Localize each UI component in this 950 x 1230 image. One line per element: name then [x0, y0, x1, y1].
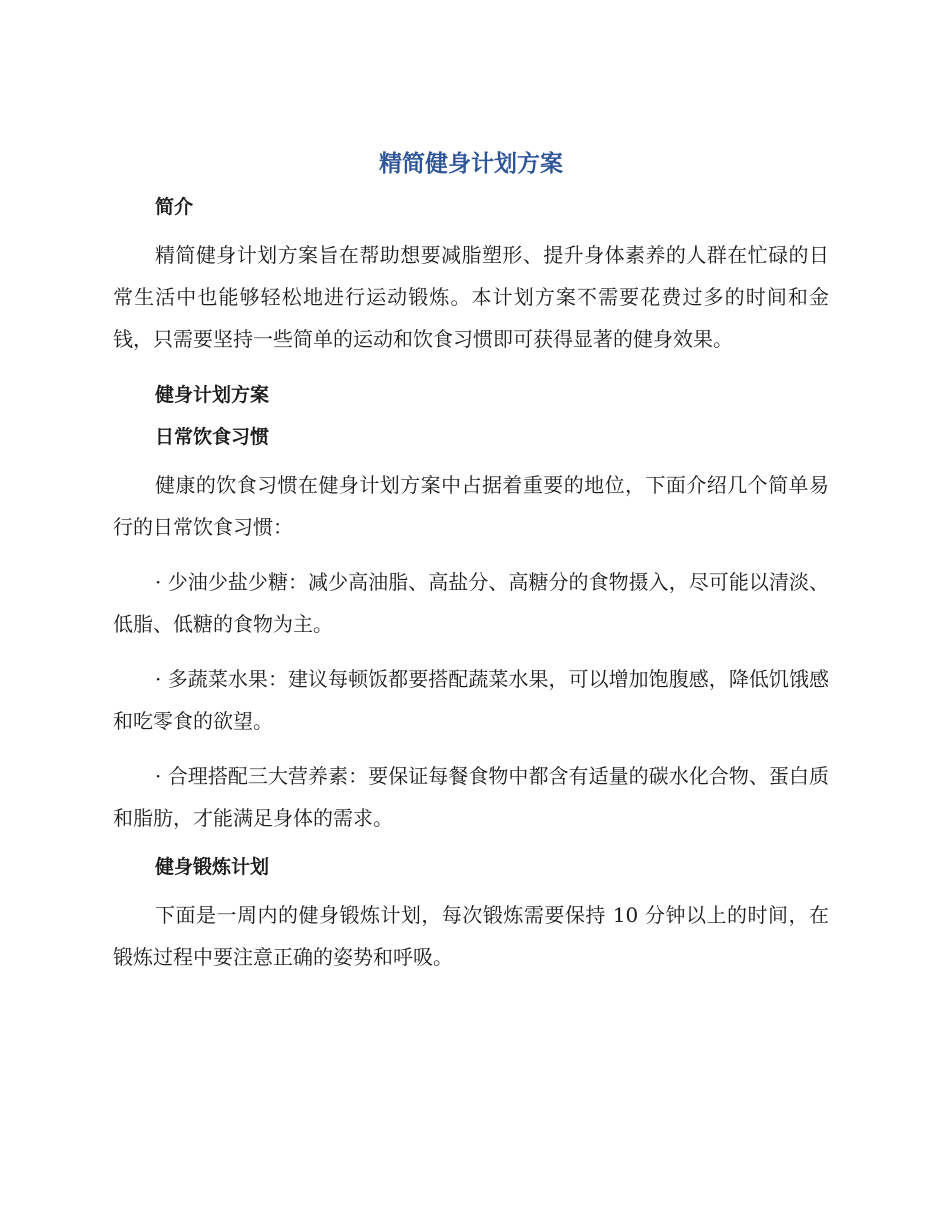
diet-paragraph: 健康的饮食习惯在健身计划方案中占据着重要的地位，下面介绍几个简单易行的日常饮食习惯： — [113, 473, 829, 539]
diet-list-item: · 合理搭配三大营养素：要保证每餐食物中都含有适量的碳水化合物、蛋白质和脂肪，才能满足身体的需求。 — [113, 764, 829, 830]
section-heading-intro: 简介 — [155, 196, 194, 218]
subsection-heading-diet: 日常饮食习惯 — [155, 426, 270, 448]
exercise-paragraph: 下面是一周内的健身锻炼计划，每次锻炼需要保持 10 分钟以上的时间，在锻炼过程中要注意正确的姿势和呼吸。 — [113, 903, 829, 969]
diet-list-item: · 少油少盐少糖：减少高油脂、高盐分、高糖分的食物摄入，尽可能以清淡、低脂、低糖的食物为主。 — [113, 570, 829, 636]
document-page — [113, 146, 829, 978]
subsection-heading-exercise: 健身锻炼计划 — [155, 856, 270, 878]
intro-paragraph: 精简健身计划方案旨在帮助想要减脂塑形、提升身体素养的人群在忙碌的日常生活中也能够轻松地进行运动锻炼。本计划方案不需要花费过多的时间和金钱，只需要坚持一些简单的运动和饮食习惯即可获得显著的健身效果。 — [113, 243, 829, 351]
document-title: 精简健身计划方案 — [379, 151, 563, 177]
diet-list-item: · 多蔬菜水果：建议每顿饭都要搭配蔬菜水果，可以增加饱腹感，降低饥饿感和吃零食的欲望。 — [113, 667, 829, 733]
section-heading-plan: 健身计划方案 — [155, 384, 270, 406]
